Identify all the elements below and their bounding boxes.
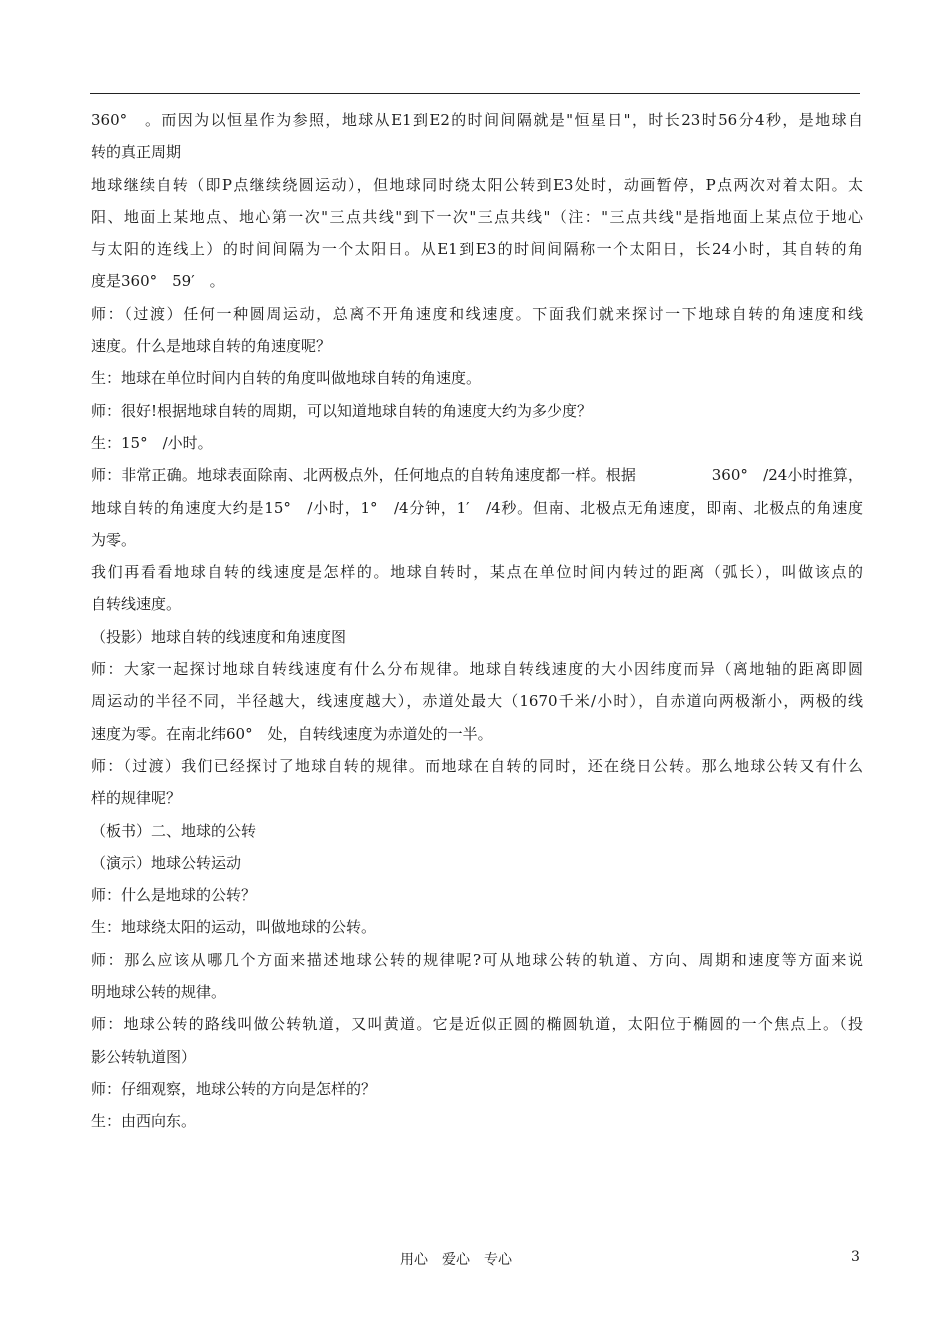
text-line: 明地球公转的规律。: [91, 983, 227, 1002]
footer-text: 用心 爱心 专心: [400, 1252, 512, 1268]
header-rule: [90, 93, 860, 94]
text-line: 360° 。而因为以恒星作为参照，地球从E1到E2的时间间隔就是"恒星日"，时长23时56分4秒，是地球自: [91, 111, 863, 129]
page-number: 3: [851, 1249, 860, 1265]
text-line: （演示）地球公转运动: [91, 853, 242, 872]
text-line: 师：地球公转的路线叫做公转轨道，又叫黄道。它是近似正圆的椭圆轨道，太阳位于椭圆的一个焦点上。（投: [91, 1015, 863, 1034]
text-line: 与太阳的连线上）的时间间隔为一个太阳日。从E1到E3的时间间隔称一个太阳日，长24小时，其自转的角: [91, 240, 863, 259]
text-line: （板书）二、地球的公转: [91, 821, 257, 840]
text-line: 我们再看看地球自转的线速度是怎样的。地球自转时，某点在单位时间内转过的距离（弧长），叫做该点的: [91, 563, 863, 582]
text-line: （投影）地球自转的线速度和角速度图: [91, 627, 347, 646]
text-line: 速度。什么是地球自转的角速度呢？: [91, 337, 332, 356]
text-line: 周运动的半径不同，半径越大，线速度越大），赤道处最大（1670千米/小时），自赤道向两极渐小，两极的线: [91, 692, 863, 711]
text-line: 地球继续自转（即P点继续绕圆运动），但地球同时绕太阳公转到E3处时，动画暂停，P点两次对着太阳。太: [91, 175, 863, 194]
text-line: 度是360° 59′ 。: [91, 272, 225, 291]
text-line: 生：15° /小时。: [91, 433, 213, 452]
text-line: 师：很好!根据地球自转的周期，可以知道地球自转的角速度大约为多少度？: [91, 401, 593, 420]
text-line: 师：仔细观察，地球公转的方向是怎样的？: [91, 1079, 377, 1098]
page-footer: [0, 1249, 950, 1269]
text-line: 自转线速度。: [91, 595, 182, 614]
text-line: 师：大家一起探讨地球自转线速度有什么分布规律。地球自转线速度的大小因纬度而异（离地轴的距离即圆: [91, 660, 863, 679]
text-line: 地球自转的角速度大约是15° /小时，1° /4分钟，1′ /4秒。但南、北极点无角速度，即南、北极点的角速度: [91, 498, 863, 517]
text-line: 影公转轨道图）: [91, 1047, 197, 1066]
text-line: 师：什么是地球的公转？: [91, 886, 257, 905]
text-line: 速度为零。在南北纬60° 处，自转线速度为赤道处的一半。: [91, 724, 493, 743]
text-line: 师：非常正确。地球表面除南、北两极点外，任何地点的自转角速度都一样。根据 360° /24小时推算，: [91, 466, 863, 485]
text-line: 阳、地面上某地点、地心第一次"三点共线"到下一次"三点共线"（注："三点共线"是指地面上某点位于地心: [91, 207, 863, 226]
text-line: 师：（过渡）任何一种圆周运动，总离不开角速度和线速度。下面我们就来探讨一下地球自转的角速度和线: [91, 304, 863, 323]
text-line: 转的真正周期: [91, 143, 182, 162]
text-line: 生：由西向东。: [91, 1112, 197, 1131]
text-line: 师：（过渡）我们已经探讨了地球自转的规律。而地球在自转的同时，还在绕日公转。那么地球公转又有什么: [91, 756, 863, 775]
document-body: [91, 104, 863, 1138]
text-line: 样的规律呢？: [91, 789, 182, 808]
text-line: 为零。: [91, 530, 137, 549]
text-line: 师：那么应该从哪几个方面来描述地球公转的规律呢?可从地球公转的轨道、方向、周期和速度等方面来说: [91, 950, 863, 969]
text-line: 生：地球绕太阳的运动，叫做地球的公转。: [91, 918, 377, 937]
text-line: 生：地球在单位时间内自转的角度叫做地球自转的角速度。: [91, 369, 482, 388]
